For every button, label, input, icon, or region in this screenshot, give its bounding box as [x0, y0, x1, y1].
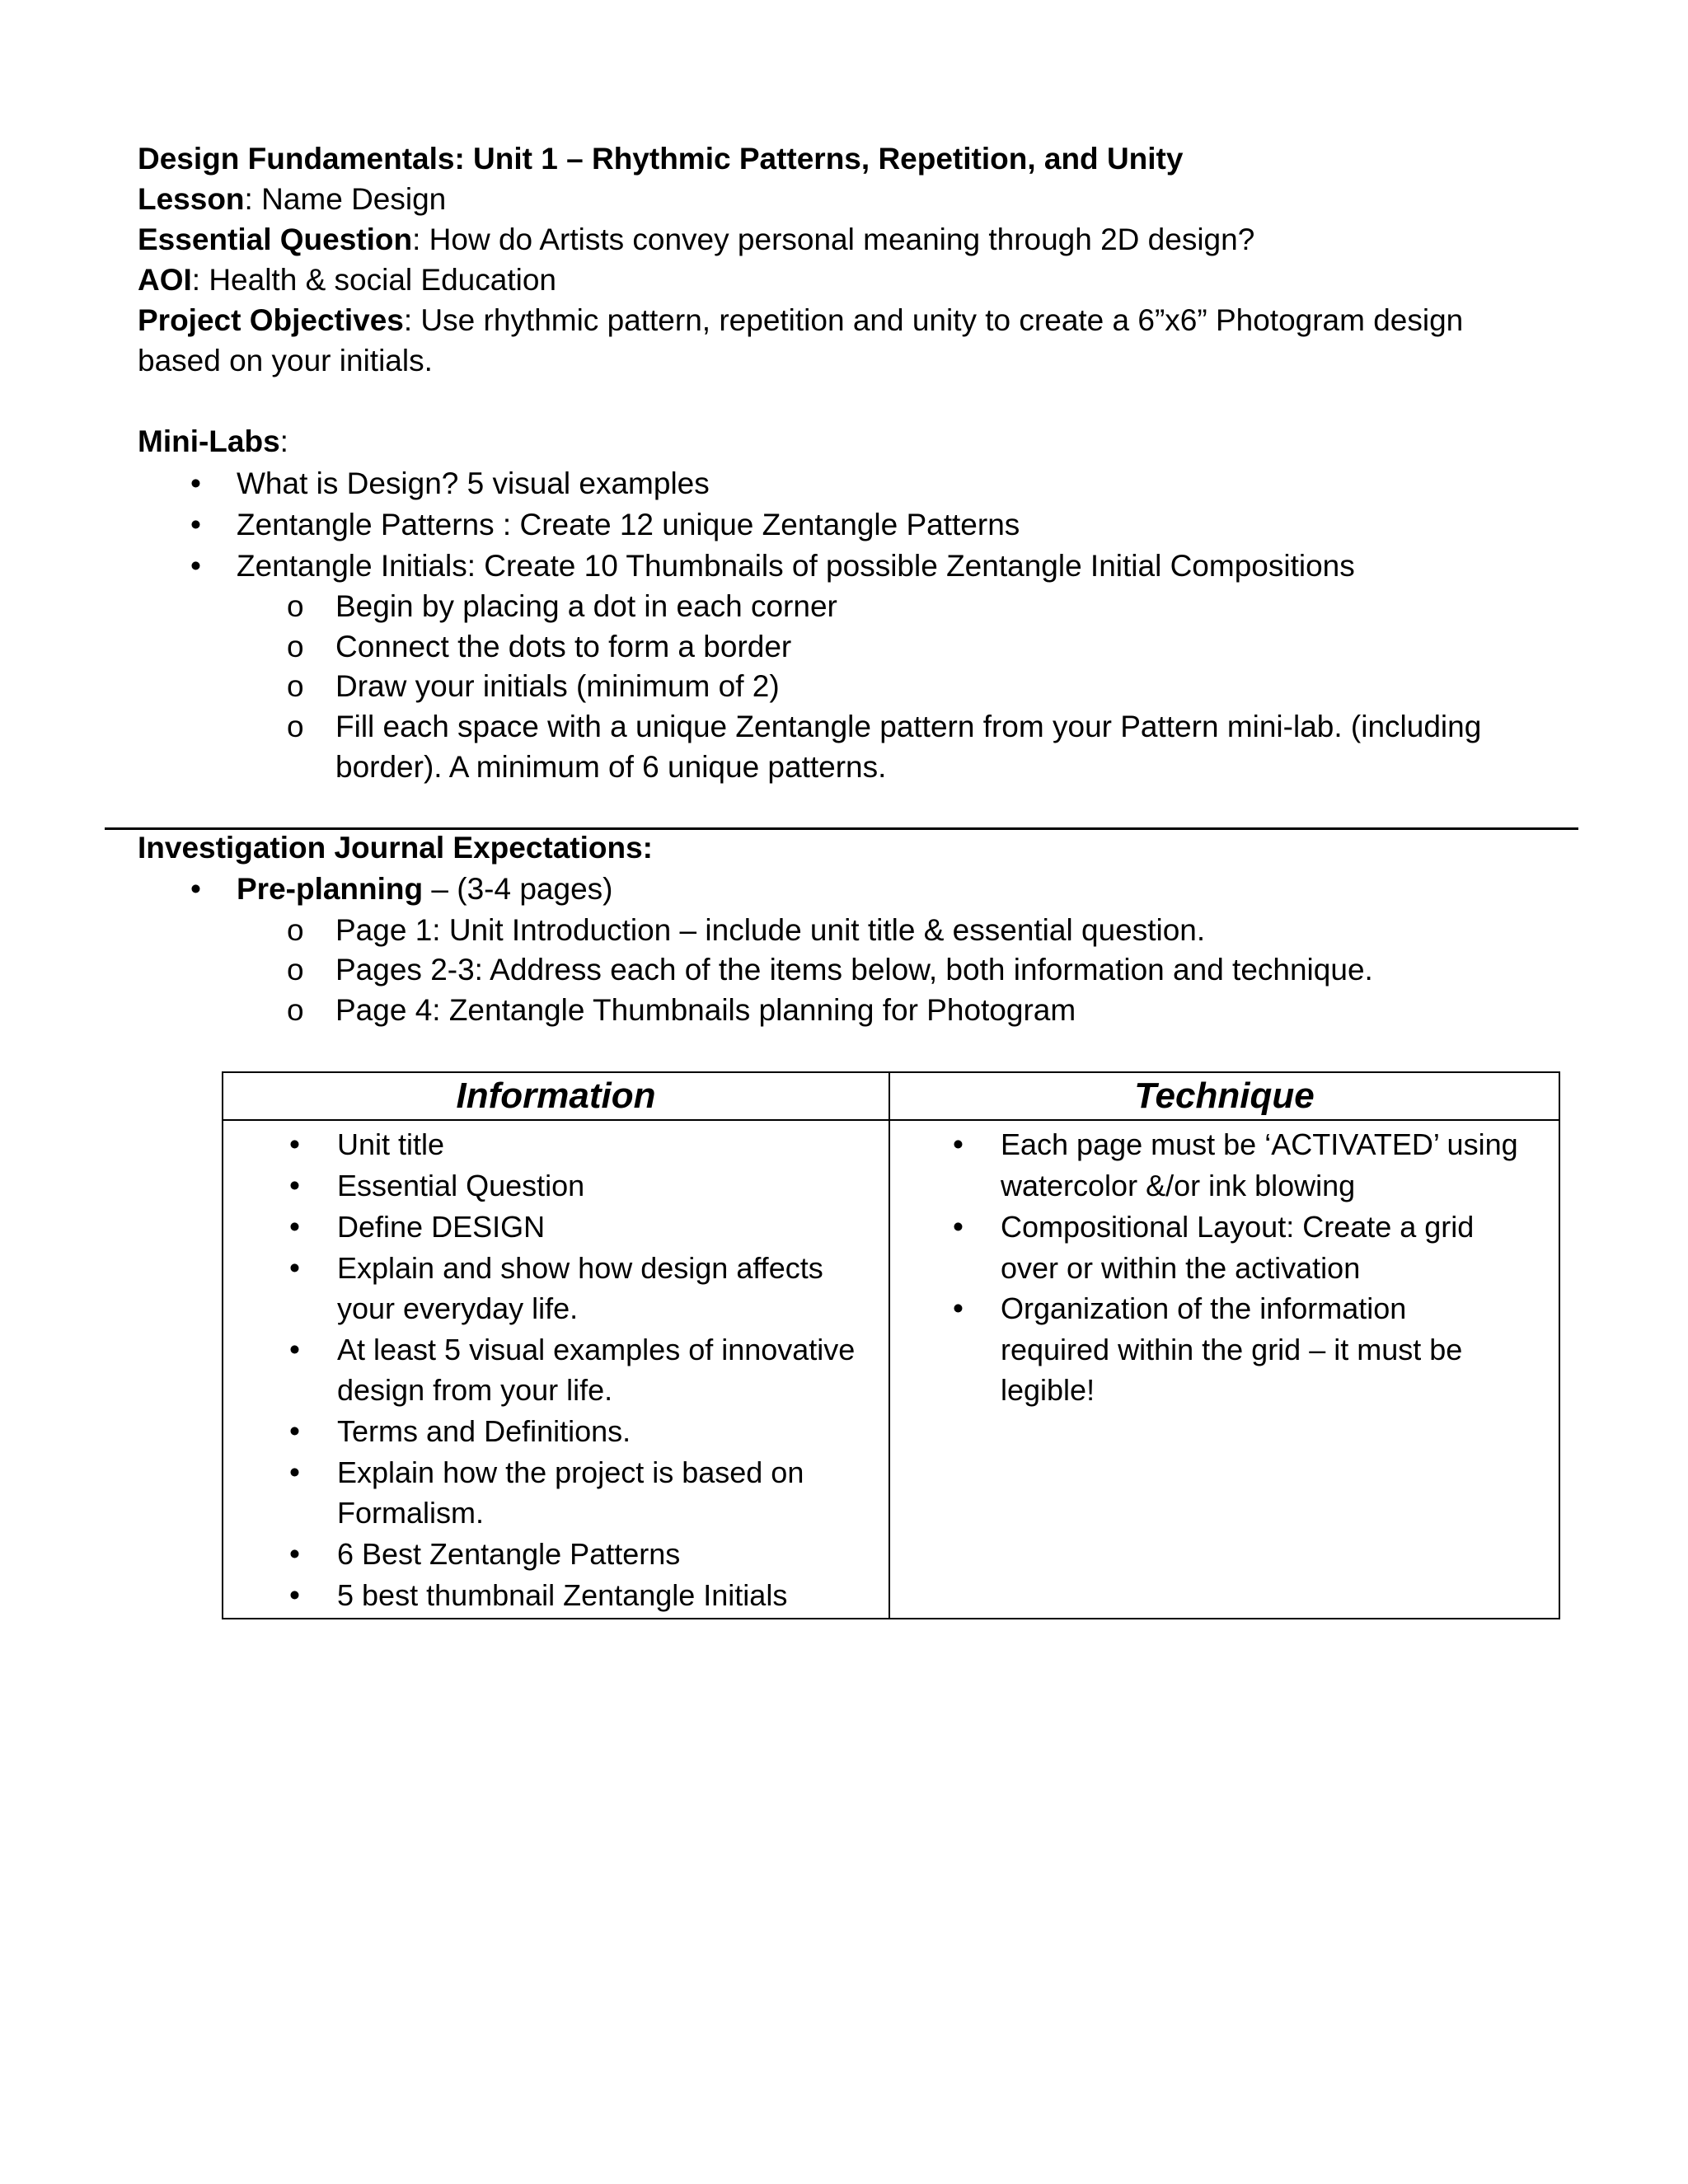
bullet-icon: • — [289, 1414, 300, 1448]
circle-bullet-icon: o — [287, 710, 304, 743]
information-item: Essential Question — [337, 1169, 585, 1202]
circle-bullet-icon: o — [287, 589, 304, 623]
journal-subitem: Pages 2-3: Address each of the items below, both information and technique. — [335, 953, 1373, 987]
minilab-item: Zentangle Initials: Create 10 Thumbnails of possible Zentangle Initial Compositions — [237, 549, 1355, 583]
bullet-icon: • — [289, 1455, 300, 1489]
circle-bullet-icon: o — [287, 669, 304, 703]
information-item: Define DESIGN — [337, 1210, 546, 1244]
circle-bullet-icon: o — [287, 993, 304, 1027]
minilab-subitem: Fill each space with a unique Zentangle pattern from your Pattern mini-lab. (including — [335, 710, 1482, 743]
minilab-item: Zentangle Patterns : Create 12 unique Zentangle Patterns — [237, 508, 1020, 541]
journal-subitem: Page 1: Unit Introduction – include unit title & essential question. — [335, 913, 1206, 947]
project-objectives-label: Project Objectives — [138, 303, 404, 337]
bullet-icon: • — [289, 1578, 300, 1612]
minilab-subitem: Begin by placing a dot in each corner — [335, 589, 837, 623]
technique-item-continued: required within the grid – it must be — [1001, 1333, 1463, 1366]
minilab-item: What is Design? 5 visual examples — [237, 466, 710, 500]
unit-title: Design Fundamentals: Unit 1 – Rhythmic Patterns, Repetition, and Unity — [138, 142, 1184, 176]
circle-bullet-icon: o — [287, 913, 304, 947]
journal-heading: Investigation Journal Expectations: — [138, 831, 654, 865]
expectations-table — [222, 1071, 1560, 1619]
essential-question-value: : How do Artists convey personal meaning through 2D design? — [412, 223, 1255, 256]
bullet-icon: • — [953, 1291, 964, 1325]
technique-item-continued: legible! — [1001, 1373, 1095, 1407]
project-objectives-continued: based on your initials. — [138, 344, 433, 377]
bullet-icon: • — [190, 466, 201, 500]
project-objectives-value: : Use rhythmic pattern, repetition and unity to create a 6”x6” Photogram design — [403, 303, 1464, 337]
table-header-divider — [223, 1119, 1559, 1121]
information-item: 6 Best Zentangle Patterns — [337, 1537, 681, 1571]
technique-item: Compositional Layout: Create a grid — [1001, 1210, 1475, 1244]
bullet-icon: • — [289, 1537, 300, 1571]
bullet-icon: • — [190, 872, 201, 906]
minilabs-label: Mini-Labs — [138, 424, 280, 458]
bullet-icon: • — [953, 1210, 964, 1244]
essential-question-line — [138, 219, 1254, 260]
information-item: Explain how the project is based on — [337, 1455, 804, 1489]
minilab-subitem-continued: border). A minimum of 6 unique patterns. — [335, 750, 887, 784]
bullet-icon: • — [289, 1169, 300, 1202]
bullet-icon: • — [289, 1251, 300, 1285]
minilab-subitem: Draw your initials (minimum of 2) — [335, 669, 780, 703]
minilabs-heading — [138, 421, 288, 462]
bullet-icon: • — [289, 1127, 300, 1161]
aoi-value: : Health & social Education — [191, 263, 556, 297]
information-item: Explain and show how design affects — [337, 1251, 823, 1285]
preplanning-label: Pre-planning — [237, 872, 424, 906]
table-column-divider — [889, 1073, 890, 1618]
information-item-continued: your everyday life. — [337, 1291, 579, 1325]
bullet-icon: • — [289, 1333, 300, 1366]
lesson-line — [138, 179, 446, 219]
information-item: At least 5 visual examples of innovative — [337, 1333, 856, 1366]
bullet-icon: • — [190, 549, 201, 583]
information-item: Terms and Definitions. — [337, 1414, 631, 1448]
information-item: Unit title — [337, 1127, 445, 1161]
circle-bullet-icon: o — [287, 630, 304, 663]
bullet-icon: • — [953, 1127, 964, 1161]
minilab-subitem: Connect the dots to form a border — [335, 630, 792, 663]
preplanning-line — [237, 869, 612, 909]
lesson-value: : Name Design — [244, 182, 447, 216]
technique-item-continued: watercolor &/or ink blowing — [1001, 1169, 1356, 1202]
technique-header: Technique — [1134, 1076, 1315, 1116]
information-item-continued: Formalism. — [337, 1496, 484, 1530]
technique-item: Each page must be ‘ACTIVATED’ using — [1001, 1127, 1518, 1161]
preplanning-value: – (3-4 pages) — [423, 872, 613, 906]
bullet-icon: • — [289, 1210, 300, 1244]
essential-question-label: Essential Question — [138, 223, 413, 256]
journal-subitem: Page 4: Zentangle Thumbnails planning for Photogram — [335, 993, 1076, 1027]
aoi-label: AOI — [138, 263, 192, 297]
project-objectives-line — [138, 300, 1463, 340]
minilabs-colon: : — [279, 424, 288, 458]
aoi-line — [138, 260, 556, 300]
lesson-label: Lesson — [138, 182, 245, 216]
technique-item-continued: over or within the activation — [1001, 1251, 1361, 1285]
information-header: Information — [456, 1076, 656, 1116]
information-item-continued: design from your life. — [337, 1373, 613, 1407]
technique-item: Organization of the information — [1001, 1291, 1407, 1325]
bullet-icon: • — [190, 508, 201, 541]
circle-bullet-icon: o — [287, 953, 304, 987]
information-item: 5 best thumbnail Zentangle Initials — [337, 1578, 788, 1612]
